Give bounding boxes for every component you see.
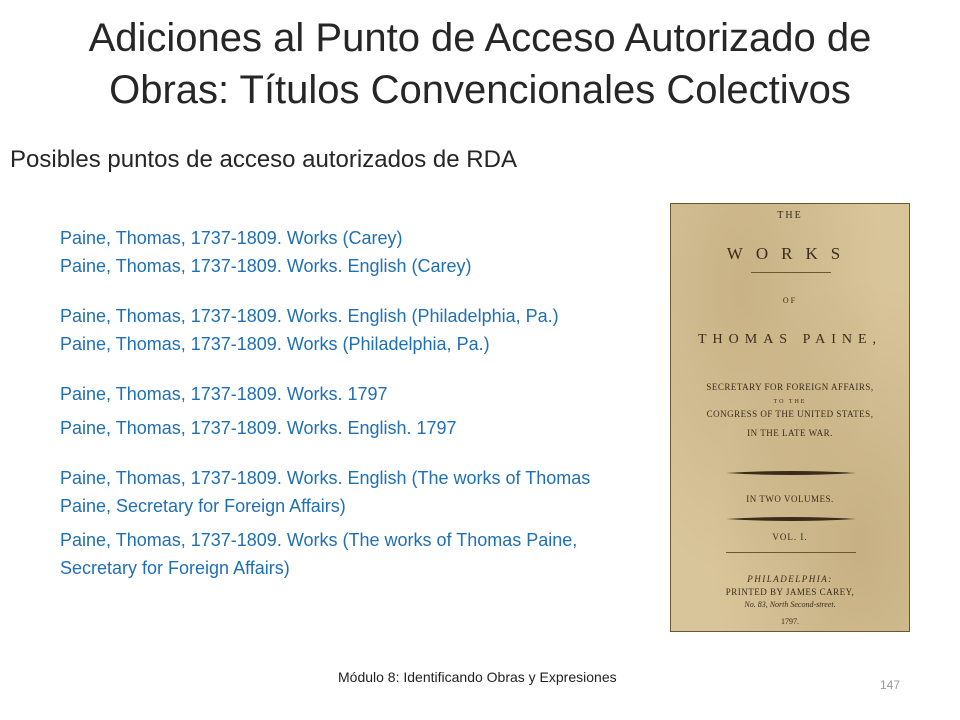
book-volumes: IN TWO VOLUMES. — [746, 494, 834, 504]
book-of: OF — [782, 296, 798, 305]
book-to: TO THE — [773, 399, 807, 405]
book-address: No. 83, North Second-street. — [744, 600, 836, 609]
book-printer: PRINTED BY JAMES CAREY, — [725, 587, 855, 597]
book-ornament — [726, 516, 856, 522]
list-item: Paine, Thomas, 1737-1809. Works (Carey) — [60, 228, 403, 248]
book-place: PHILADELPHIA: — [747, 574, 833, 584]
slide-subtitle: Posibles puntos de acceso autorizados de RDA — [10, 146, 517, 173]
book-year: 1797. — [781, 617, 799, 626]
list-item: Paine, Thomas, 1737-1809. Works (Philadelphia, Pa.) — [60, 334, 490, 354]
book-title-page-image — [670, 203, 910, 632]
book-rule — [751, 272, 831, 273]
page-number: 147 — [880, 678, 901, 692]
book-works: WORKS — [726, 244, 854, 263]
book-author: THOMAS PAINE, — [697, 332, 883, 347]
list-item: Paine, Thomas, 1737-1809. Works. English (Carey) — [60, 256, 472, 276]
list-item: Paine, Thomas, 1737-1809. Works (The works of Thomas Paine, Secretary for Foreign Affairs) — [60, 530, 578, 578]
list-item: Paine, Thomas, 1737-1809. Works. English. 1797 — [60, 418, 457, 438]
book-line2: CONGRESS OF THE UNITED STATES, — [706, 409, 874, 419]
book-line1: SECRETARY FOR FOREIGN AFFAIRS, — [706, 382, 874, 392]
book-ornament — [726, 470, 856, 476]
book-the: THE — [777, 210, 803, 221]
book-rule — [726, 552, 856, 553]
entry-list — [60, 224, 660, 582]
list-item: Paine, Thomas, 1737-1809. Works. English (Philadelphia, Pa.) — [60, 306, 559, 326]
slide-title: Adiciones al Punto de Acceso Autorizado de Obras: Títulos Convencionales Colectivos — [88, 16, 872, 112]
slide-footer: Módulo 8: Identificando Obras y Expresiones — [338, 669, 617, 685]
list-item: Paine, Thomas, 1737-1809. Works. 1797 — [60, 384, 388, 404]
list-item: Paine, Thomas, 1737-1809. Works. English (The works of Thomas Paine, Secretary for Foreign Affairs) — [60, 468, 591, 516]
book-line3: IN THE LATE WAR. — [747, 428, 833, 438]
book-vol: VOL. I. — [772, 532, 808, 542]
